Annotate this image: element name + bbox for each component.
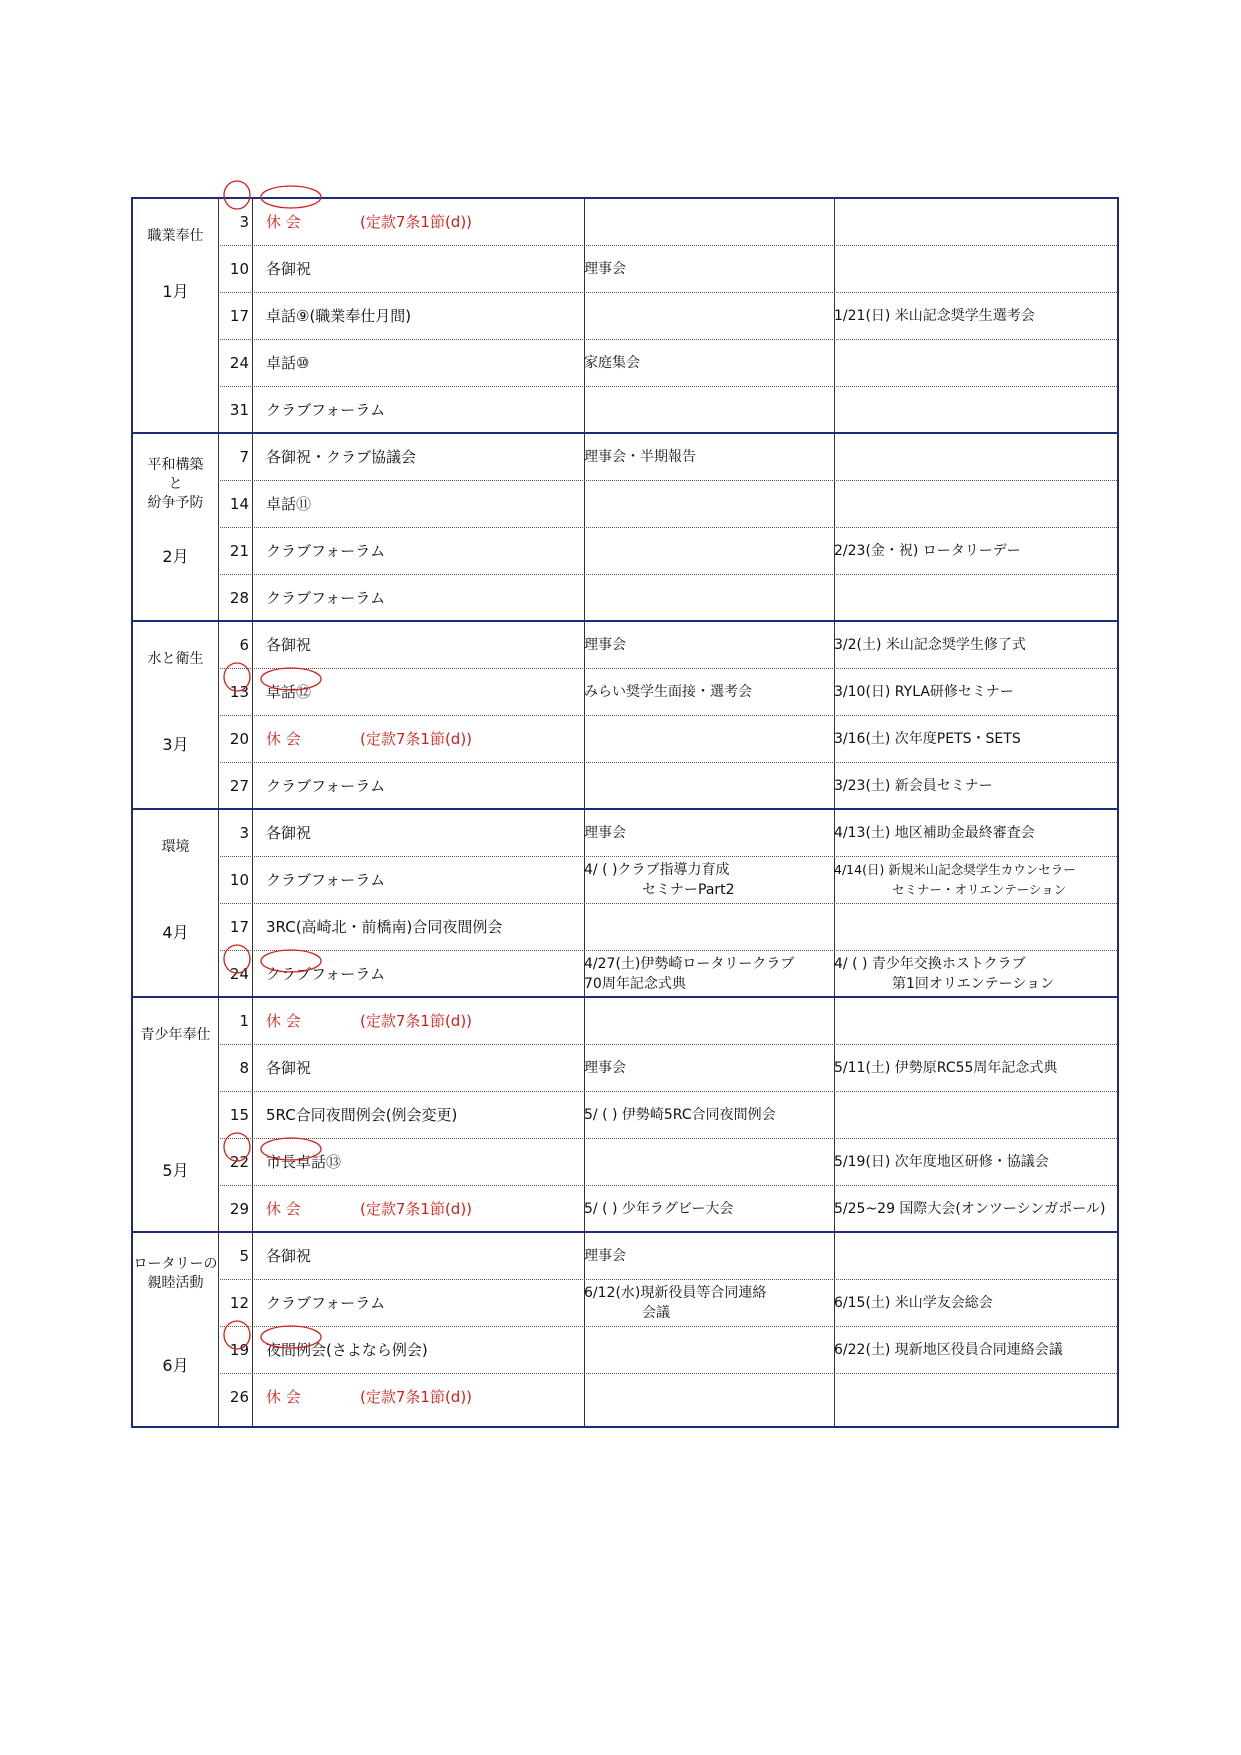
board-item-line: 70周年記念式典 bbox=[584, 976, 686, 992]
meeting-event: 休 会 (定款7条1節(d)) bbox=[266, 1186, 301, 1233]
district-event bbox=[834, 434, 1121, 481]
meeting-event: 卓話⑪ bbox=[266, 495, 312, 513]
meeting-date: 24 bbox=[229, 354, 249, 372]
meeting-event: 5RC合同夜間例会(例会変更) bbox=[266, 1106, 458, 1124]
district-event bbox=[834, 951, 1121, 1001]
board-item bbox=[584, 481, 828, 528]
month-theme bbox=[133, 838, 218, 857]
month-label: 1月 bbox=[162, 282, 189, 301]
board-item: 理事会 bbox=[584, 825, 626, 841]
table-row bbox=[218, 716, 1117, 763]
month-theme-line: 紛争予防 bbox=[147, 495, 204, 511]
district-event-line: 第1回オリエンテーション bbox=[892, 976, 1055, 992]
table-row bbox=[218, 669, 1117, 716]
board-item bbox=[584, 716, 828, 763]
meeting-event: 各御祝 bbox=[266, 260, 312, 278]
board-item: 理事会・半期報告 bbox=[584, 449, 696, 465]
district-event bbox=[834, 340, 1121, 387]
meeting-note: (定款7条1節(d)) bbox=[360, 1200, 473, 1218]
table-row bbox=[218, 857, 1117, 904]
meeting-date: 7 bbox=[239, 448, 249, 466]
meeting-note: (定款7条1節(d)) bbox=[360, 1012, 473, 1030]
month-theme-line: ロータリーの bbox=[133, 1256, 218, 1272]
meeting-date: 20 bbox=[229, 730, 249, 748]
month-theme-line: 青少年奉仕 bbox=[140, 1027, 211, 1043]
month-theme-line: と bbox=[168, 476, 183, 492]
district-event: 3/23(土) 新会員セミナー bbox=[834, 778, 993, 794]
meeting-date: 22 bbox=[229, 1153, 249, 1171]
meeting-date: 5 bbox=[239, 1247, 249, 1265]
month-separator bbox=[133, 808, 218, 810]
board-item: みらい奨学生面接・選考会 bbox=[584, 684, 752, 700]
meeting-event: 卓話⑨(職業奉仕月間) bbox=[266, 307, 412, 325]
meeting-date: 28 bbox=[229, 589, 249, 607]
district-event: 5/19(日) 次年度地区研修・協議会 bbox=[834, 1154, 1049, 1170]
district-event: 1/21(日) 米山記念奨学生選考会 bbox=[834, 308, 1035, 324]
month-separator bbox=[133, 996, 218, 998]
table-row bbox=[218, 1327, 1117, 1374]
district-event bbox=[834, 199, 1121, 246]
month-label: 6月 bbox=[162, 1356, 189, 1375]
table-row bbox=[218, 246, 1117, 293]
meeting-event: 各御祝 bbox=[266, 824, 312, 842]
meeting-date: 17 bbox=[229, 918, 249, 936]
meeting-event: クラブフォーラム bbox=[266, 401, 386, 419]
district-event: 6/15(土) 米山学友会総会 bbox=[834, 1295, 993, 1311]
meeting-date: 31 bbox=[229, 401, 249, 419]
district-event: 6/22(土) 現新地区役員合同連絡会議 bbox=[834, 1342, 1063, 1358]
meeting-event: 各御祝・クラブ協議会 bbox=[266, 448, 417, 466]
schedule-table bbox=[131, 197, 1119, 1428]
table-row bbox=[218, 387, 1117, 434]
district-event bbox=[834, 1233, 1121, 1280]
meeting-date: 10 bbox=[229, 871, 249, 889]
meeting-date: 8 bbox=[239, 1059, 249, 1077]
board-item: 理事会 bbox=[584, 261, 626, 277]
month-theme bbox=[133, 227, 218, 246]
month-label: 5月 bbox=[162, 1161, 189, 1180]
table-row bbox=[218, 293, 1117, 340]
meeting-note: (定款7条1節(d)) bbox=[360, 213, 473, 231]
meeting-date: 21 bbox=[229, 542, 249, 560]
district-event bbox=[834, 857, 1121, 907]
board-item bbox=[584, 1139, 828, 1186]
board-item bbox=[584, 763, 828, 810]
table-row bbox=[218, 810, 1117, 857]
meeting-event: 休 会 (定款7条1節(d)) bbox=[266, 716, 301, 763]
meeting-event: 夜間例会(さよなら例会) bbox=[266, 1341, 428, 1359]
district-event bbox=[834, 1374, 1121, 1421]
board-item bbox=[584, 1327, 828, 1374]
meeting-note: (定款7条1節(d)) bbox=[360, 730, 473, 748]
board-item bbox=[584, 528, 828, 575]
district-event: 5/11(土) 伊勢原RC55周年記念式典 bbox=[834, 1060, 1058, 1076]
board-item: 家庭集会 bbox=[584, 355, 640, 371]
board-item bbox=[584, 857, 828, 907]
meeting-date: 6 bbox=[239, 636, 249, 654]
meeting-event: クラブフォーラム bbox=[266, 542, 386, 560]
board-item: 理事会 bbox=[584, 1060, 626, 1076]
meeting-event: 卓話⑫ bbox=[266, 683, 312, 701]
district-event: 2/23(金・祝) ロータリーデー bbox=[834, 543, 1021, 559]
district-event bbox=[834, 246, 1121, 293]
meeting-event: 各御祝 bbox=[266, 1247, 312, 1265]
meeting-event: 各御祝 bbox=[266, 636, 312, 654]
board-item bbox=[584, 951, 828, 1001]
meeting-date: 3 bbox=[239, 213, 249, 231]
month-theme bbox=[133, 650, 218, 669]
board-item bbox=[584, 1280, 828, 1330]
table-row bbox=[218, 575, 1117, 622]
month-theme-line: 親睦活動 bbox=[147, 1275, 204, 1291]
month-separator bbox=[133, 1231, 218, 1233]
meeting-event: 市長卓話⑬ bbox=[266, 1153, 342, 1171]
meeting-date: 14 bbox=[229, 495, 249, 513]
table-row bbox=[218, 1092, 1117, 1139]
month-theme bbox=[133, 1026, 218, 1045]
meeting-event: 各御祝 bbox=[266, 1059, 312, 1077]
month-theme-line: 平和構築 bbox=[147, 457, 204, 473]
table-row bbox=[218, 1233, 1117, 1280]
board-item: 5/ ( ) 少年ラグビー大会 bbox=[584, 1201, 734, 1217]
district-event bbox=[834, 575, 1121, 622]
board-item bbox=[584, 904, 828, 951]
board-item: 5/ ( ) 伊勢崎5RC合同夜間例会 bbox=[584, 1107, 776, 1123]
meeting-date: 27 bbox=[229, 777, 249, 795]
meeting-date: 1 bbox=[239, 1012, 249, 1030]
meeting-event: 3RC(高崎北・前橋南)合同夜間例会 bbox=[266, 918, 503, 936]
table-row bbox=[218, 481, 1117, 528]
meeting-date: 13 bbox=[229, 683, 249, 701]
board-item bbox=[584, 293, 828, 340]
month-theme-line: 水と衛生 bbox=[147, 651, 204, 667]
month-theme bbox=[133, 1255, 218, 1293]
meeting-date: 15 bbox=[229, 1106, 249, 1124]
meeting-event: クラブフォーラム bbox=[266, 589, 386, 607]
month-separator bbox=[133, 432, 218, 434]
meeting-date: 29 bbox=[229, 1200, 249, 1218]
table-row bbox=[218, 622, 1117, 669]
district-event-line: 4/14(日) 新規米山記念奨学生カウンセラー bbox=[834, 862, 1076, 877]
meeting-note: (定款7条1節(d)) bbox=[360, 1388, 473, 1406]
table-row bbox=[218, 1280, 1117, 1327]
schedule-grid bbox=[131, 197, 1119, 1428]
table-row bbox=[218, 1186, 1117, 1233]
table-row bbox=[218, 199, 1117, 246]
board-item-line: 4/27(土)伊勢崎ロータリークラブ bbox=[584, 956, 795, 972]
board-item-line: 6/12(水)現新役員等合同連絡 bbox=[584, 1285, 767, 1301]
meeting-event: クラブフォーラム bbox=[266, 1294, 386, 1312]
table-row bbox=[218, 951, 1117, 998]
board-item bbox=[584, 387, 828, 434]
meeting-event: クラブフォーラム bbox=[266, 965, 386, 983]
board-item-line: セミナーPart2 bbox=[642, 882, 735, 898]
meeting-event: 休 会 (定款7条1節(d)) bbox=[266, 199, 301, 246]
meeting-date: 3 bbox=[239, 824, 249, 842]
meeting-date: 26 bbox=[229, 1388, 249, 1406]
table-row bbox=[218, 1045, 1117, 1092]
district-event bbox=[834, 1092, 1121, 1139]
table-row bbox=[218, 1139, 1117, 1186]
district-event: 5/25~29 国際大会(オンツーシンガポール) bbox=[834, 1201, 1106, 1217]
district-event-line: セミナー・オリエンテーション bbox=[892, 882, 1067, 897]
board-item bbox=[584, 1374, 828, 1421]
district-event: 4/13(土) 地区補助金最終審査会 bbox=[834, 825, 1035, 841]
meeting-event: 休 会 (定款7条1節(d)) bbox=[266, 998, 301, 1045]
district-event bbox=[834, 998, 1121, 1045]
meeting-date: 12 bbox=[229, 1294, 249, 1312]
district-event bbox=[834, 904, 1121, 951]
district-event: 3/16(土) 次年度PETS・SETS bbox=[834, 731, 1021, 747]
board-item: 理事会 bbox=[584, 1248, 626, 1264]
board-item: 理事会 bbox=[584, 637, 626, 653]
meeting-date: 19 bbox=[229, 1341, 249, 1359]
month-separator bbox=[133, 620, 218, 622]
board-item-line: 4/ ( )クラブ指導力育成 bbox=[584, 862, 730, 878]
district-event: 3/2(土) 米山記念奨学生修了式 bbox=[834, 637, 1026, 653]
month-label: 4月 bbox=[162, 923, 189, 942]
table-row bbox=[218, 904, 1117, 951]
board-item bbox=[584, 575, 828, 622]
table-row bbox=[218, 763, 1117, 810]
district-event bbox=[834, 481, 1121, 528]
table-row bbox=[218, 998, 1117, 1045]
board-item bbox=[584, 998, 828, 1045]
table-row bbox=[218, 340, 1117, 387]
month-label: 3月 bbox=[162, 735, 189, 754]
month-theme-line: 環境 bbox=[161, 839, 190, 855]
meeting-event: クラブフォーラム bbox=[266, 871, 386, 889]
table-row bbox=[218, 434, 1117, 481]
meeting-event: 卓話⑩ bbox=[266, 354, 310, 372]
table-row bbox=[218, 1374, 1117, 1421]
district-event-line: 4/ ( ) 青少年交換ホストクラブ bbox=[834, 956, 1026, 972]
district-event bbox=[834, 387, 1121, 434]
meeting-date: 17 bbox=[229, 307, 249, 325]
district-event: 3/10(日) RYLA研修セミナー bbox=[834, 684, 1014, 700]
meeting-date: 24 bbox=[229, 965, 249, 983]
meeting-event: クラブフォーラム bbox=[266, 777, 386, 795]
table-row bbox=[218, 528, 1117, 575]
meeting-event: 休 会 (定款7条1節(d)) bbox=[266, 1374, 301, 1421]
board-item bbox=[584, 199, 828, 246]
month-theme-line: 職業奉仕 bbox=[147, 228, 204, 244]
month-label: 2月 bbox=[162, 547, 189, 566]
board-item-line: 会議 bbox=[642, 1305, 670, 1321]
month-theme bbox=[133, 456, 218, 513]
meeting-date: 10 bbox=[229, 260, 249, 278]
